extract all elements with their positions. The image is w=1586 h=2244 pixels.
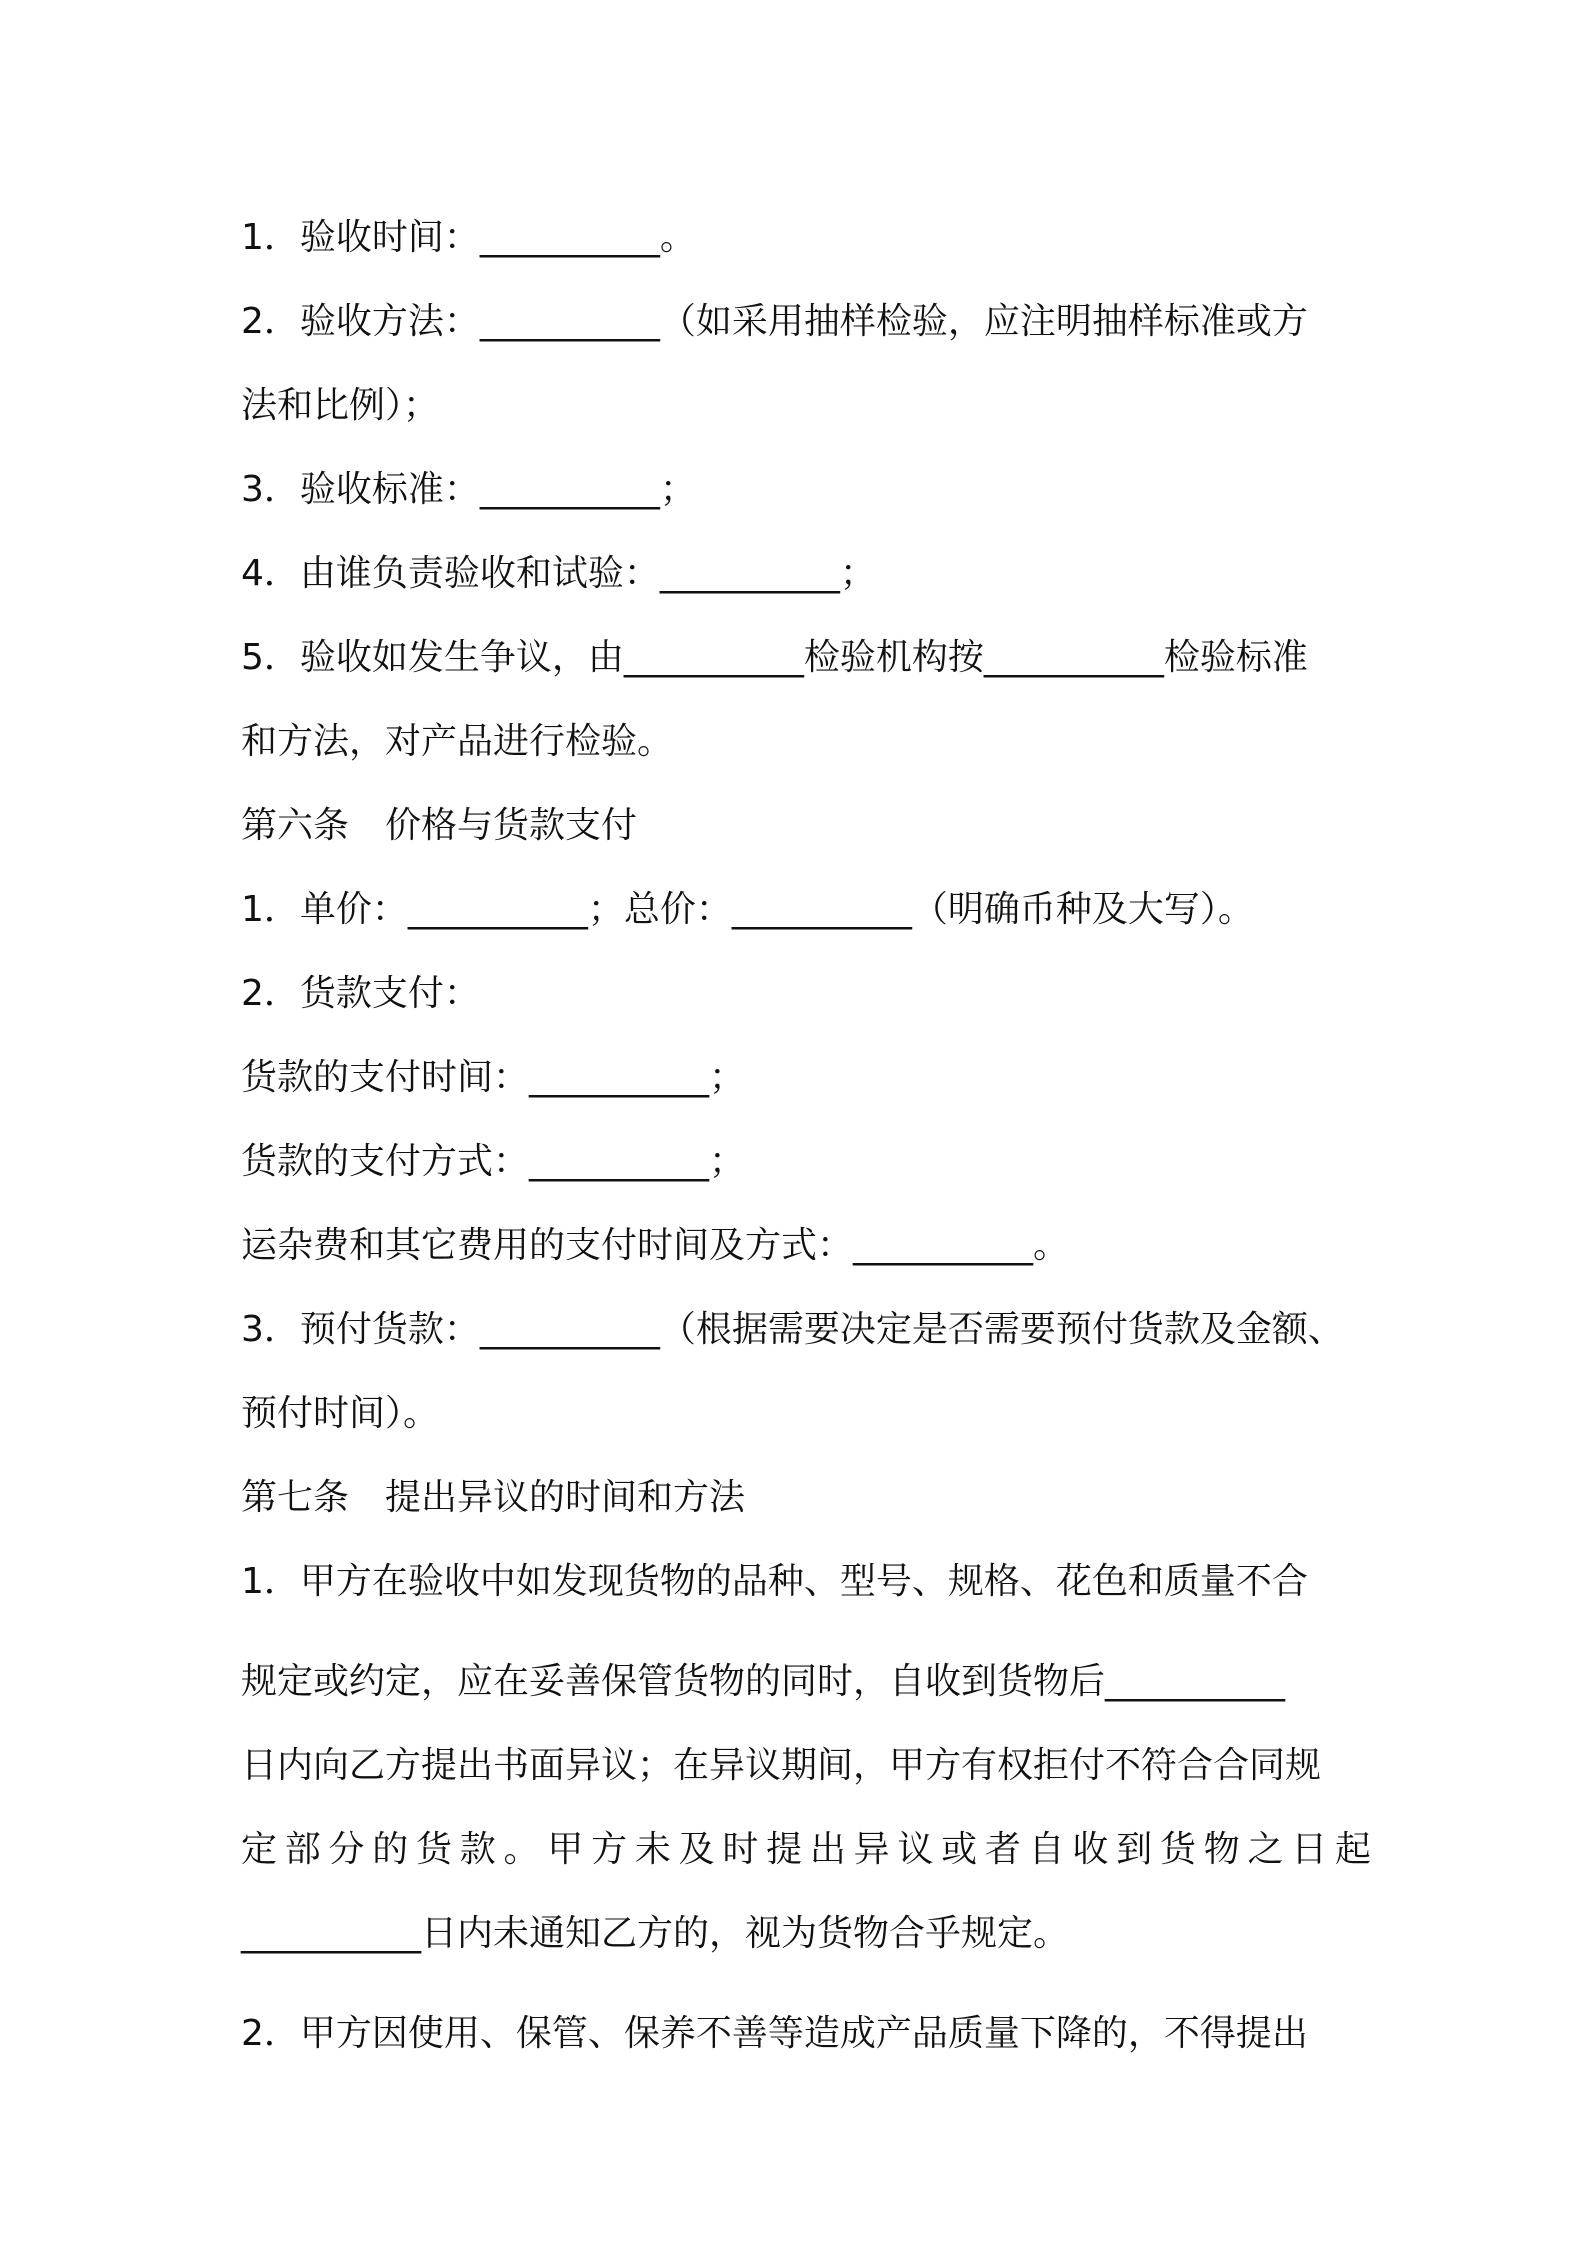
- text-line: 货款的支付时间：__________；: [241, 1057, 746, 1098]
- text-line: 定部分的货款。甲方未及时提出异议或者自收到货物之日起: [241, 1829, 1371, 1870]
- text-line: 1．单价：__________；总价：__________（明确币种及大写）。: [241, 889, 1254, 930]
- text-line: 货款的支付方式：__________；: [241, 1141, 746, 1182]
- text-line: 2．货款支付：: [241, 973, 480, 1014]
- text-line: __________日内未通知乙方的，视为货物合乎规定。: [241, 1913, 1070, 1954]
- text-line: 4．由谁负责验收和试验：__________；: [241, 553, 876, 594]
- text-line: 2．验收方法：__________（如采用抽样检验，应注明抽样标准或方: [241, 301, 1308, 342]
- text-line: 预付时间）。: [241, 1393, 440, 1434]
- text-line: 3．验收标准：__________；: [241, 469, 696, 510]
- text-line: 3．预付货款：__________（根据需要决定是否需要预付货款及金额、: [241, 1309, 1344, 1350]
- text-line: 5．验收如发生争议，由__________检验机构按__________检验标准: [241, 637, 1308, 678]
- text-line: 法和比例）；: [241, 385, 440, 426]
- text-line: 2．甲方因使用、保管、保养不善等造成产品质量下降的，不得提出: [241, 2013, 1308, 2054]
- section-heading: 第七条 提出异议的时间和方法: [241, 1477, 746, 1518]
- section-heading: 第六条 价格与货款支付: [241, 805, 638, 846]
- text-line: 日内向乙方提出书面异议；在异议期间，甲方有权拒付不符合合同规: [241, 1745, 1322, 1786]
- text-line: 1．甲方在验收中如发现货物的品种、型号、规格、花色和质量不合: [241, 1561, 1308, 1602]
- text-line: 1．验收时间：__________。: [241, 217, 696, 258]
- text-line: 规定或约定，应在妥善保管货物的同时，自收到货物后__________: [241, 1661, 1286, 1702]
- contract-text: [241, 196, 1371, 2076]
- text-line: 和方法，对产品进行检验。: [241, 721, 674, 762]
- text-line: 运杂费和其它费用的支付时间及方式：__________。: [241, 1225, 1070, 1266]
